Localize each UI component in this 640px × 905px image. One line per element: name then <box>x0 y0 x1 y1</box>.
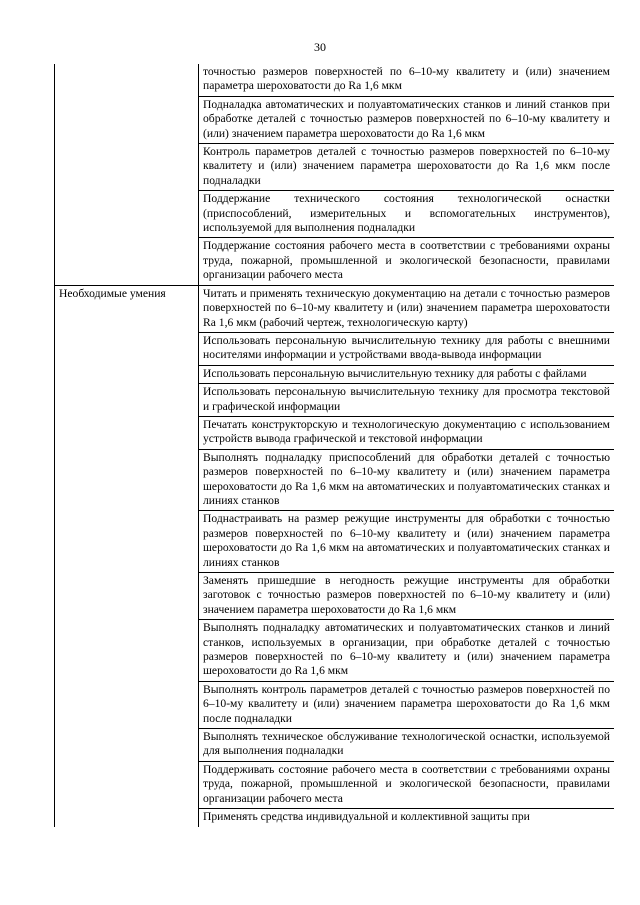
standard-table <box>54 64 614 827</box>
standard-table-wrapper <box>54 64 614 905</box>
labor-action-text: Поддержание состояния рабочего места в соответствии с требованиями охраны труда, пожарной, промышленной и экологической безопасности, правилами организации рабочего места <box>199 238 615 285</box>
skill-text: Выполнять контроль параметров деталей с точностью размеров поверхностей по 6–10-му квалитету и (или) значением параметра шероховатости до Ra 1,6 мкм после подналадки <box>199 681 615 728</box>
skill-text: Использовать персональную вычислительную технику для работы с файлами <box>199 365 615 383</box>
page-number: 30 <box>314 40 326 54</box>
skill-text: Поднастраивать на размер режущие инструменты для обработки с точностью размеров поверхностей по 6–10-му квалитету и (или) значением параметра шероховатости до Ra 1,6 мкм на автоматических и полуавтоматических станках и линиях станков <box>199 511 615 573</box>
table-row <box>55 285 615 332</box>
required-skills-label: Необходимые умения <box>55 285 199 826</box>
skill-text: Применять средства индивидуальной и коллективной защиты при <box>199 809 615 827</box>
labor-action-text: Подналадка автоматических и полуавтоматических станков и линий станков при обработке деталей с точностью размеров поверхностей по 6–10-му квалитету и (или) значением параметра шероховатости до Ra 1,6 мкм <box>199 96 615 143</box>
labor-action-text: точностью размеров поверхностей по 6–10-му квалитету и (или) значением параметра шероховатости до Ra 1,6 мкм <box>199 64 615 96</box>
skill-text: Печатать конструкторскую и технологическую документацию с использованием устройств вывода графической и текстовой информации <box>199 416 615 449</box>
skill-text: Выполнять подналадку автоматических и полуавтоматических станков и линий станков, используемых в организации, при обработке деталей с точностью размеров поверхностей по 6–10-му квалитету и (или) значением параметра шероховатости до Ra 1,6 мкм <box>199 620 615 682</box>
skill-text: Использовать персональную вычислительную технику для работы с внешними носителями информации и устройствами ввода-вывода информации <box>199 332 615 365</box>
labor-action-text: Поддержание технического состояния технологической оснастки (приспособлений, измерительных и вспомогательных инструментов), используемой для выполнения подналадки <box>199 191 615 238</box>
skill-text: Поддерживать состояние рабочего места в соответствии с требованиями охраны труда, пожарной, промышленной и экологической безопасности, правилами организации рабочего места <box>199 761 615 808</box>
skill-text: Использовать персональную вычислительную технику для просмотра текстовой и графической информации <box>199 384 615 417</box>
skill-text: Выполнять техническое обслуживание технологической оснастки, используемой для выполнения подналадки <box>199 729 615 762</box>
labor-action-text: Контроль параметров деталей с точностью размеров поверхностей по 6–10-му квалитету и (или) значением параметра шероховатости до Ra 1,6 мкм после подналадки <box>199 144 615 191</box>
skill-text: Читать и применять техническую документацию на детали с точностью размеров поверхностей по 6–10-му квалитету и (или) значением параметра шероховатости Ra 1,6 мкм (рабочий чертеж, технологическую карту) <box>199 285 615 332</box>
skill-text: Выполнять подналадку приспособлений для обработки деталей с точностью размеров поверхностей по 6–10-му квалитету и (или) значением параметра шероховатости до Ra 1,6 мкм на автоматических и полуавтоматических станках и линиях станков <box>199 449 615 511</box>
skill-text: Заменять пришедшие в негодность режущие инструменты для обработки заготовок с точностью размеров поверхностей по 6–10-му квалитету и (или) значением параметра шероховатости до Ra 1,6 мкм <box>199 573 615 620</box>
table-row <box>55 64 615 96</box>
labor-actions-label-cell <box>55 64 199 285</box>
